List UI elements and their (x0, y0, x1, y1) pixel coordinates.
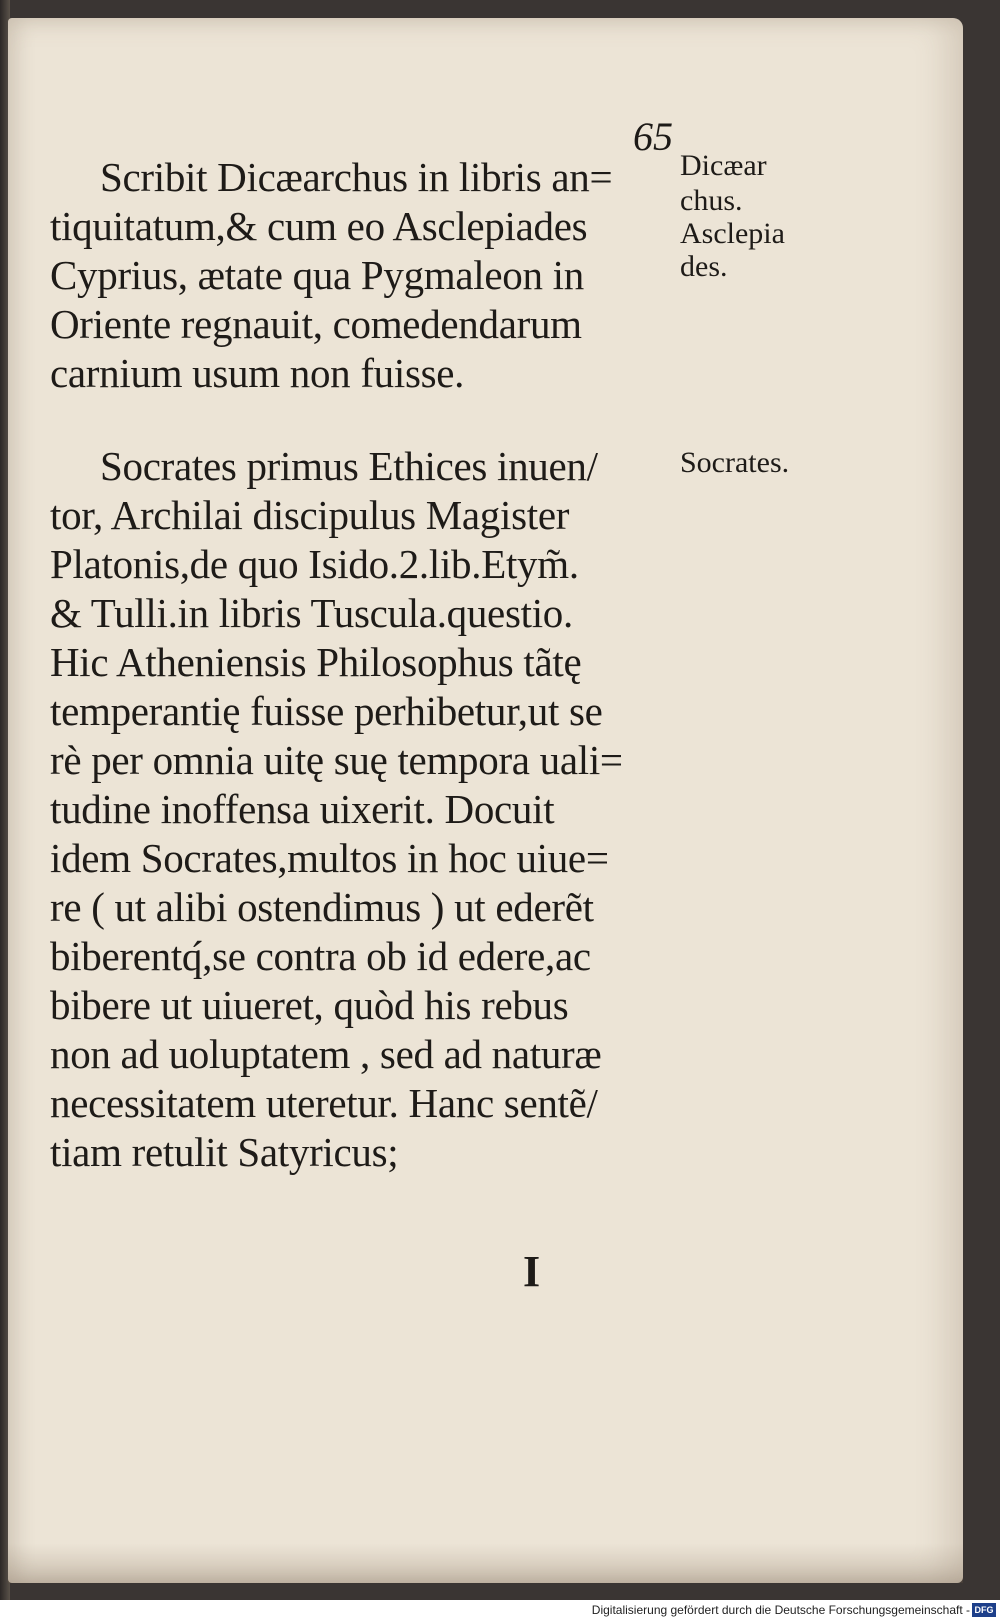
dfg-logo-icon: DFG (972, 1603, 996, 1617)
text-line: necessitatem uteretur. Hanc sentẽ/ (50, 1080, 598, 1126)
text-line: idem Socrates,multos in hoc uiue= (50, 835, 609, 881)
text-line: re ( ut alibi ostendimus ) ut ederẽt (50, 884, 594, 930)
text-line: Hic Atheniensis Philosophus tãtę (50, 639, 582, 685)
text-line: Socrates primus Ethices inuen/ (100, 443, 598, 489)
text-line: tor, Archilai discipulus Magister (50, 492, 570, 538)
signature-mark: I (523, 1247, 541, 1296)
text-line: biberentq́,se contra ob id edere,ac (50, 933, 591, 979)
paragraph-dicaearchus (50, 153, 690, 398)
text-line: non ad uoluptatem , sed ad naturæ (50, 1031, 602, 1077)
text-line: tiam retulit Satyricus; (50, 1129, 399, 1175)
digitization-credit: Digitalisierung gefördert durch die Deutsche Forschungsgemeinschaft - (591, 1603, 970, 1617)
page-number: 65 (633, 114, 673, 159)
text-line: tiquitatum,& cum eo Asclepiades (50, 203, 588, 249)
text-line: carnium usum non fuisse. (50, 350, 465, 396)
text-line: Scribit Dicæarchus in libris an= (100, 154, 613, 200)
text-line: temperantię fuisse perhibetur,ut se (50, 688, 603, 734)
margin-note: chus. (680, 184, 743, 217)
text-line: Oriente regnauit, comedendarum (50, 301, 582, 347)
margin-note: des. (680, 250, 728, 283)
text-line: & Tulli.in libris Tuscula.questio. (50, 590, 573, 636)
margin-note: Socrates. (680, 446, 790, 479)
text-line: Platonis,de quo Isido.2.lib.Etym̃. (50, 541, 579, 587)
book-page (8, 18, 963, 1583)
main-text (50, 153, 690, 1221)
text-line: Cyprius, ætate qua Pygmaleon in (50, 252, 584, 298)
text-line: tudine inoffensa uixerit. Docuit (50, 786, 555, 832)
margin-note: Dicæar (680, 149, 767, 182)
text-line: rè per omnia uitę suę tempora uali= (50, 737, 623, 783)
paragraph-socrates (50, 442, 690, 1177)
margin-note: Asclepia (680, 217, 785, 250)
text-line: bibere ut uiueret, quòd his rebus (50, 982, 569, 1028)
